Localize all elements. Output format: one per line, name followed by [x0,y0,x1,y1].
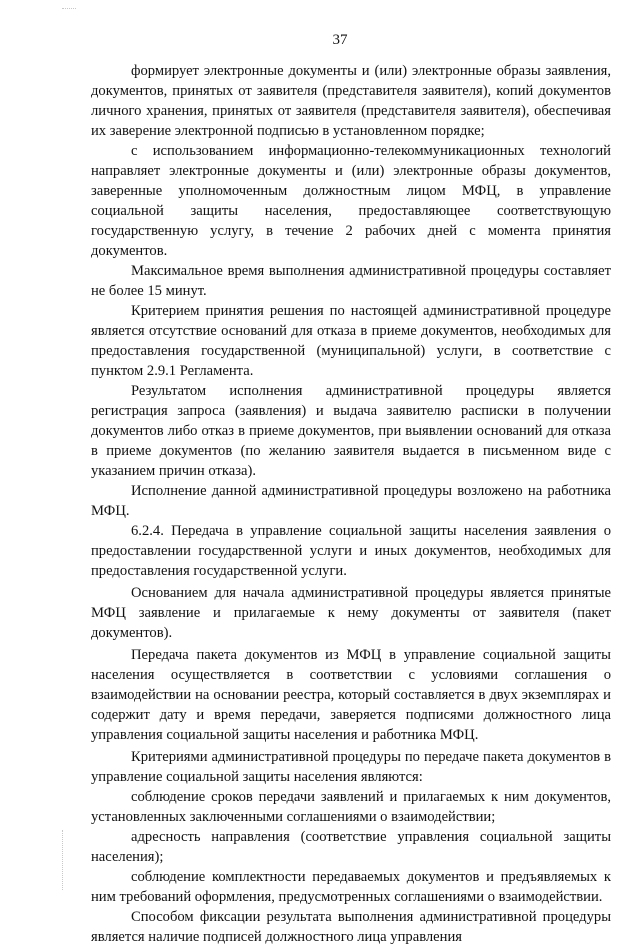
document-body [91,61,611,947]
scan-edge-mark-top [62,8,76,11]
paragraph: формирует электронные документы и (или) электронные образы заявления, документов, принятых от заявителя (представителя заявителя), копий документов личного хранения, принятых от заявителя (представителя заявителя), обеспечивая их заверение электронной подписью в установленном порядке; [91,63,611,139]
paragraph: Основанием для начала административной процедуры является принятые МФЦ заявление и прилагаемые к нему документы от заявителя (пакет документов). [91,585,611,641]
paragraph: Критериями административной процедуры по передаче пакета документов в управление социальной защиты населения являются: [91,749,611,785]
paragraph: Исполнение данной административной процедуры возложено на работника МФЦ. [91,483,611,519]
section-heading-paragraph: 6.2.4. Передача в управление социальной защиты населения заявления о предоставлении государственной услуги и иных документов, необходимых для предоставления государственной услуги. [91,523,611,579]
list-item-paragraph: соблюдение комплектности передаваемых документов и предъявляемых к ним требований оформления, предусмотренных соглашениями о взаимодействии. [91,869,611,905]
list-item-paragraph: соблюдение сроков передачи заявлений и прилагаемых к ним документов, установленных заключенными соглашениями о взаимодействии; [91,789,611,825]
page-number: 37 [332,32,348,48]
paragraph: Критерием принятия решения по настоящей административной процедуре является отсутствие оснований для отказа в приеме документов, необходимых для предоставления государственной (муниципальной) услуги, в соответствие с пунктом 2.9.1 Регламента. [91,303,611,379]
paragraph: Результатом исполнения административной процедуры является регистрация запроса (заявления) и выдача заявителю расписки в получении документов либо отказ в приеме документов, при выявлении оснований для отказа в приеме документов (по желанию заявителя выдается в письменном виде с указанием причин отказа). [91,383,611,479]
paragraph: Передача пакета документов из МФЦ в управление социальной защиты населения осуществляется в соответствии с условиями соглашения о взаимодействии на основании реестра, который составляется в двух экземплярах и содержит дату и время передачи, заверяется подписями должностного лица управления социальной защиты населения и работника МФЦ. [91,647,611,743]
paragraph: Максимальное время выполнения административной процедуры составляет не более 15 минут. [91,263,611,299]
scan-edge-mark-bottom [62,830,69,890]
paragraph: с использованием информационно-телекоммуникационных технологий направляет электронные документы и (или) электронные образы документов, заверенные уполномоченным должностным лицом МФЦ, в управление социальной защиты населения, предоставляющее соответствующую государственную услугу, в течение 2 рабочих дней с момента принятия документов. [91,143,611,259]
paragraph: Способом фиксации результата выполнения административной процедуры является наличие подписей должностного лица управления [91,909,611,945]
list-item-paragraph: адресность направления (соответствие управления социальной защиты населения); [91,829,611,865]
